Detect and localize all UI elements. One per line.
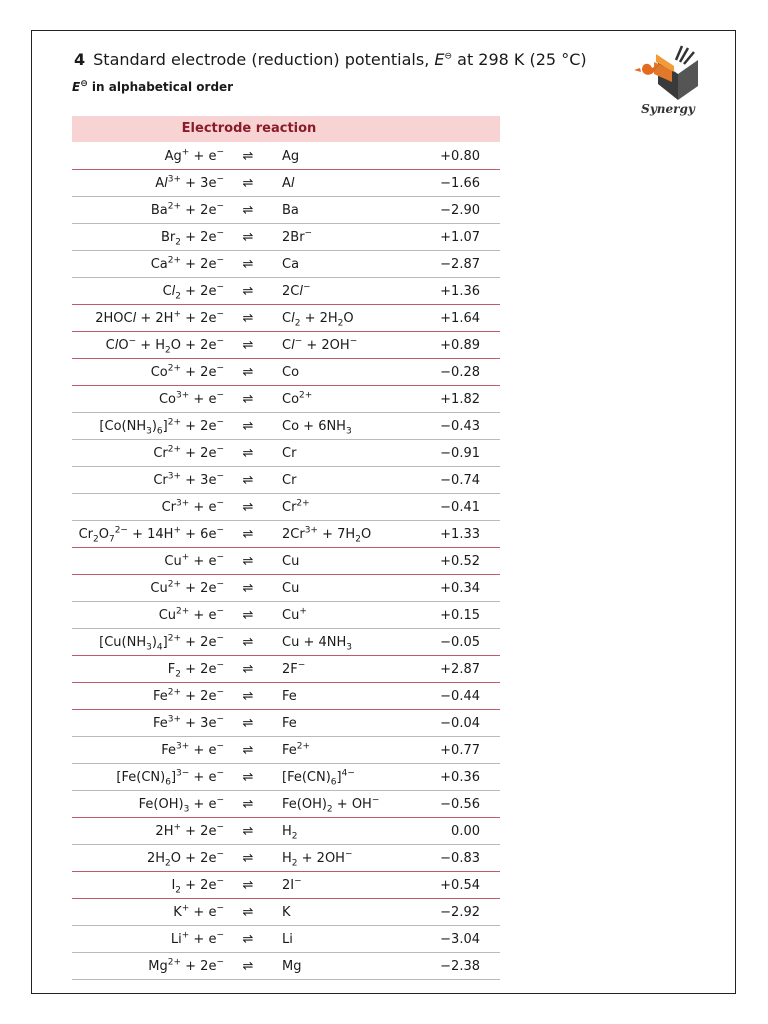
table-row [72,764,500,791]
reaction-rhs: $H_2$ [282,824,298,842]
equilibrium-arrow: ⇌ [242,797,254,812]
potential-value: −3.04 [440,932,480,947]
reaction-rhs: $Fe(OH)_2 + OH^-$ [282,795,380,815]
reaction-rhs: $Co + 6NH_3$ [282,419,352,437]
title-symbol-sup: ⊖ [444,51,453,62]
reaction-lhs: $[Fe(CN)_6]^{3-} + e^-$ [116,768,224,788]
table-row [72,926,500,953]
equilibrium-arrow: ⇌ [242,338,254,353]
reaction-rhs: Ag [282,149,300,164]
potential-value: +0.89 [440,338,480,353]
reaction-lhs: $Fe(OH)_3 + e^-$ [138,795,224,815]
reaction-lhs: $Ba^{2+} + 2e^-$ [150,201,224,218]
table-row [72,305,500,332]
table-row [72,899,500,926]
table-row [72,683,500,710]
equilibrium-arrow: ⇌ [242,311,254,326]
reaction-rhs: K [282,905,291,920]
table-header [72,116,500,142]
reaction-lhs: $2H_2O + 2e^-$ [147,849,224,869]
equilibrium-arrow: ⇌ [242,662,254,677]
potential-value: −2.90 [440,203,480,218]
reaction-lhs: $I_2 + 2e^-$ [171,876,224,896]
equilibrium-arrow: ⇌ [242,608,254,623]
table-row [72,737,500,764]
equilibrium-arrow: ⇌ [242,203,254,218]
equilibrium-arrow: ⇌ [242,500,254,515]
reaction-lhs: 2HOCl + 2H+ + 2e− [95,309,224,326]
table-row [72,197,500,224]
subtitle-symbol: E [72,80,81,94]
equilibrium-arrow: ⇌ [242,554,254,569]
equilibrium-arrow: ⇌ [242,959,254,974]
potential-value: −1.66 [440,176,480,191]
table-row [72,791,500,818]
reaction-lhs: $Mg^{2+} + 2e^-$ [148,957,224,974]
reaction-rhs: Fe [282,689,297,704]
potential-value: −0.43 [440,419,480,434]
potential-value: −0.91 [440,446,480,461]
reaction-lhs: $Cl_2 + 2e^-$ [162,282,224,302]
reaction-lhs: $Cr^{2+} + 2e^-$ [153,444,224,461]
equilibrium-arrow: ⇌ [242,635,254,650]
page-subtitle [72,80,233,94]
table-row [72,548,500,575]
potential-value: +1.82 [440,392,480,407]
reaction-lhs: Cu+ + e− [164,552,224,569]
reaction-rhs: $Co^{2+}$ [282,390,313,407]
equilibrium-arrow: ⇌ [242,527,254,542]
table-row [72,953,500,980]
potential-value: +1.64 [440,311,480,326]
potential-value: +0.36 [440,770,480,785]
reaction-rhs: Al [282,176,295,191]
reaction-rhs: Ca [282,257,300,272]
reaction-rhs: 2F− [282,660,306,677]
potential-value: +0.54 [440,878,480,893]
reaction-lhs: 2H+ + 2e− [155,822,224,839]
reaction-rhs: Cr [282,473,297,488]
table-row [72,278,500,305]
table-row [72,575,500,602]
equilibrium-arrow: ⇌ [242,446,254,461]
logo-text: Synergy [641,102,695,116]
reaction-rhs: Ba [282,203,299,218]
potential-value: 0.00 [451,824,480,839]
reaction-rhs: $2Cr^{3+} + 7H_2O$ [282,525,372,545]
reaction-lhs: $Cr_2O_7^{2-} + 14H^+ + 6e^-$ [78,525,224,545]
reaction-rhs: $H_2 + 2OH^-$ [282,849,353,869]
reaction-lhs: Ag+ + e− [164,147,224,164]
potential-value: −0.83 [440,851,480,866]
potential-value: +1.07 [440,230,480,245]
reaction-lhs: $Cu^{2+} + e^-$ [158,606,224,623]
equilibrium-arrow: ⇌ [242,392,254,407]
reaction-lhs: $[Co(NH_3)_6]^{2+} + 2e^-$ [99,417,224,437]
equilibrium-arrow: ⇌ [242,851,254,866]
reaction-rhs: Cl− + 2OH− [282,336,358,353]
reaction-rhs: 2Br− [282,228,313,245]
reaction-lhs: $Fe^{2+} + 2e^-$ [152,687,224,704]
table-row [72,224,500,251]
equilibrium-arrow: ⇌ [242,932,254,947]
potential-value: −2.87 [440,257,480,272]
table-row [72,845,500,872]
potential-value: +1.36 [440,284,480,299]
potential-value: +0.77 [440,743,480,758]
table-row [72,521,500,548]
reaction-rhs: Li [282,932,293,947]
equilibrium-arrow: ⇌ [242,473,254,488]
reaction-lhs: $Fe^{3+} + e^-$ [161,741,224,758]
reaction-lhs: $Cu^{2+} + 2e^-$ [150,579,224,596]
reaction-rhs: 2Cl− [282,282,311,299]
reaction-lhs: $Br_2 + 2e^-$ [161,228,224,248]
equilibrium-arrow: ⇌ [242,716,254,731]
book-bird-icon [632,40,704,102]
reaction-rhs: $Fe^{2+}$ [282,741,311,758]
table-row [72,386,500,413]
equilibrium-arrow: ⇌ [242,581,254,596]
reaction-lhs: K+ + e− [173,903,224,920]
potential-value: +0.15 [440,608,480,623]
potential-value: −0.74 [440,473,480,488]
section-number: 4 [74,50,86,69]
equilibrium-arrow: ⇌ [242,743,254,758]
reaction-lhs: $Co^{3+} + e^-$ [158,390,224,407]
subtitle-tail: in alphabetical order [87,80,234,94]
reaction-rhs: $Cl_2 + 2H_2O$ [282,311,354,329]
table-row [72,143,500,170]
potential-value: −0.05 [440,635,480,650]
equilibrium-arrow: ⇌ [242,230,254,245]
equilibrium-arrow: ⇌ [242,824,254,839]
reaction-lhs: $[Cu(NH_3)_4]^{2+} + 2e^-$ [99,633,224,653]
reaction-lhs: $Co^{2+} + 2e^-$ [150,363,224,380]
table-row [72,494,500,521]
equilibrium-arrow: ⇌ [242,176,254,191]
reaction-rhs: Fe [282,716,297,731]
title-main: Standard electrode (reduction) potentials, [93,50,435,69]
table-row [72,170,500,197]
potential-value: +0.80 [440,149,480,164]
reaction-rhs: Mg [282,959,302,974]
potential-value: −2.92 [440,905,480,920]
potential-value: +0.52 [440,554,480,569]
reaction-lhs: $F_2 + 2e^-$ [167,660,224,680]
reaction-rhs: Cu+ [282,606,307,623]
reaction-rhs: Cu [282,554,300,569]
subtitle-symbol-sup: ⊖ [80,79,88,89]
page-title [74,50,587,69]
reaction-lhs: $ClO^- + H_2O + 2e^-$ [105,336,224,356]
potential-value: +1.33 [440,527,480,542]
potential-value: −0.28 [440,365,480,380]
table-row [72,413,500,440]
table-row [72,467,500,494]
reaction-rhs: Cu [282,581,300,596]
reaction-lhs: $Ca^{2+} + 2e^-$ [150,255,224,272]
table-row [72,359,500,386]
table-row [72,332,500,359]
equilibrium-arrow: ⇌ [242,365,254,380]
table-row [72,710,500,737]
reaction-lhs: Li+ + e− [170,930,224,947]
reaction-rhs: 2I− [282,876,302,893]
equilibrium-arrow: ⇌ [242,284,254,299]
equilibrium-arrow: ⇌ [242,419,254,434]
synergy-logo [632,40,704,120]
potential-value: +0.34 [440,581,480,596]
reaction-rhs: Co [282,365,300,380]
reaction-rhs: $[Fe(CN)_6]^{4-}$ [282,768,355,788]
table-row [72,656,500,683]
equilibrium-arrow: ⇌ [242,689,254,704]
potential-value: −0.41 [440,500,480,515]
equilibrium-arrow: ⇌ [242,770,254,785]
reaction-lhs: $Al^{3+} + 3e^-$ [155,174,224,191]
reaction-lhs: $Fe^{3+} + 3e^-$ [152,714,224,731]
table-row [72,251,500,278]
table-row [72,629,500,656]
potential-value: −0.44 [440,689,480,704]
potential-value: −0.04 [440,716,480,731]
reaction-rhs: Cr [282,446,297,461]
table-row [72,602,500,629]
table-row [72,818,500,845]
title-tail: at 298 K (25 °C) [452,50,587,69]
potential-value: +2.87 [440,662,480,677]
equilibrium-arrow: ⇌ [242,149,254,164]
header-electrode-reaction: Electrode reaction [181,121,317,136]
equilibrium-arrow: ⇌ [242,905,254,920]
potential-value: −0.56 [440,797,480,812]
reaction-lhs: $Cr^{3+} + 3e^-$ [153,471,224,488]
reaction-rhs: $Cu + 4NH_3$ [282,635,352,653]
equilibrium-arrow: ⇌ [242,878,254,893]
table-row [72,440,500,467]
title-symbol: E [434,50,445,69]
reaction-lhs: $Cr^{3+} + e^-$ [161,498,224,515]
table-row [72,872,500,899]
equilibrium-arrow: ⇌ [242,257,254,272]
reaction-rhs: $Cr^{2+}$ [282,498,310,515]
potential-value: −2.38 [440,959,480,974]
